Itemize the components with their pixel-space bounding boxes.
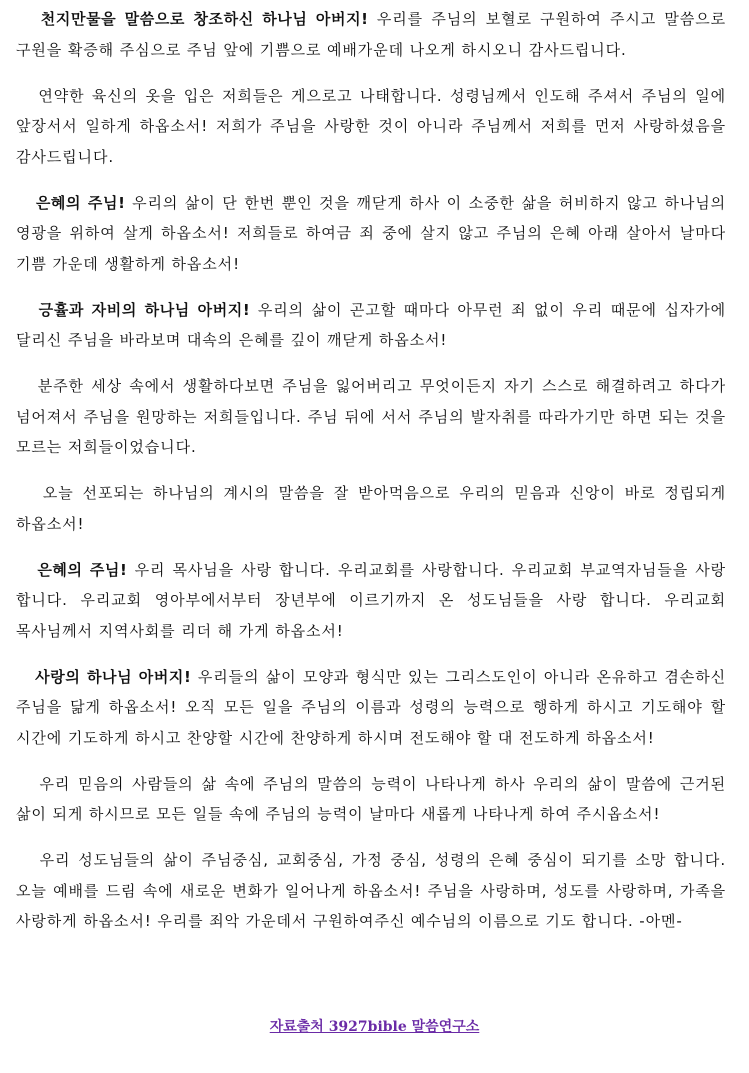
paragraph-text: 우리 믿음의 사람들의 삶 속에 주님의 말씀의 능력이 나타나게 하사 우리의 삶이 말씀에 근거된 삶이 되게 하시므로 모든 일들 속에 주님의 능력이 날마다 새롭게 나타나게 하여 주시옵소서!	[16, 774, 726, 823]
paragraph-text: 우리들의 삶이 모양과 형식만 있는 그리스도인이 아니라 온유하고 겸손하신 주님을 닮게 하옵소서! 오직 모든 일을 주님의 이름과 성령의 능력으로 행하게 하시고 기도해야 할 시간에 기도하게 하시고 찬양할 시간에 찬양하게 하시며 전도해야 할 대 전도하게 하옵소서!	[16, 667, 726, 747]
paragraph-text: 연약한 육신의 옷을 입은 저희들은 게으로고 나태합니다. 성령님께서 인도해 주셔서 주님의 일에 앞장서서 일하게 하옵소서! 저희가 주님을 사랑한 것이 아니라 주님께서 저희를 먼저 사랑하셨음을 감사드립니다.	[16, 86, 726, 166]
paragraph-lead: 은혜의 주님!	[35, 193, 126, 212]
paragraph-lead: 은혜의 주님!	[37, 560, 128, 579]
paragraph-2	[16, 81, 726, 173]
paragraph-10	[16, 845, 726, 937]
paragraph-3	[16, 188, 726, 280]
paragraph-text: 우리 성도님들의 삶이 주님중심, 교회중심, 가정 중심, 성령의 은혜 중심이 되기를 소망 합니다. 오늘 예배를 드림 속에 새로운 변화가 일어나게 하옵소서! 주님을 사랑하며, 성도를 사랑하며, 가족을 사랑하게 하옵소서! 우리를 죄악 가운데서 구원하여주신 예수님의 이름으로 기도 합니다. -아멘-	[16, 851, 726, 930]
paragraph-text: 우리를 주님의 보혈로 구원하여 주시고 말씀으로 구원을 확증해 주심으로 주님 앞에 기쁨으로 예배가운데 나오게 하시오니 감사드립니다.	[16, 10, 726, 59]
paragraph-text: 분주한 세상 속에서 생활하다보면 주님을 잃어버리고 무엇이든지 자기 스스로 해결하려고 하다가 넘어져서 주님을 원망하는 저희들입니다. 주님 뒤에 서서 주님의 발자취를 따라가기만 하면 되는 것을 모르는 저희들이었습니다.	[16, 377, 726, 456]
source-link[interactable]: 자료출처 3927bible 말씀연구소	[269, 1019, 480, 1035]
paragraph-text: 우리의 삶이 단 한번 뿐인 것을 깨닫게 하사 이 소중한 삶을 허비하지 않고 하나님의 영광을 위하여 살게 하옵소서! 저희들로 하여금 죄 중에 살지 않고 주님의 은혜 아래 살아서 날마다 기쁨 가운데 생활하게 하옵소서!	[16, 193, 726, 273]
paragraph-lead: 천지만물을 말씀으로 창조하신 하나님 아버지!	[40, 10, 369, 28]
paragraph-1	[16, 4, 726, 65]
paragraph-6	[16, 478, 726, 539]
prayer-document	[16, 4, 726, 952]
paragraph-4	[16, 295, 726, 356]
paragraph-lead: 긍휼과 자비의 하나님 아버지!	[38, 300, 251, 319]
paragraph-text: 오늘 선포되는 하나님의 계시의 말씀을 잘 받아먹음으로 우리의 믿음과 신앙이 바로 정립되게 하옵소서!	[16, 484, 726, 533]
paragraph-7	[16, 555, 726, 647]
paragraph-5	[16, 371, 726, 463]
paragraph-text: 우리 목사님을 사랑 합니다. 우리교회를 사랑합니다. 우리교회 부교역자님들을 사랑 합니다. 우리교회 영아부에서부터 장년부에 이르기까지 온 성도님들을 사랑 합니다. 우리교회 목사님께서 지역사회를 리더 해 가게 하옵소서!	[16, 560, 726, 640]
source-credit	[0, 1014, 749, 1040]
paragraph-9	[16, 769, 726, 830]
paragraph-lead: 사랑의 하나님 아버지!	[35, 667, 192, 686]
paragraph-text: 우리의 삶이 곤고할 때마다 아무런 죄 없이 우리 때문에 십자가에 달리신 주님을 바라보며 대속의 은혜를 깊이 깨닫게 하옵소서!	[16, 300, 726, 349]
paragraph-8	[16, 662, 726, 754]
